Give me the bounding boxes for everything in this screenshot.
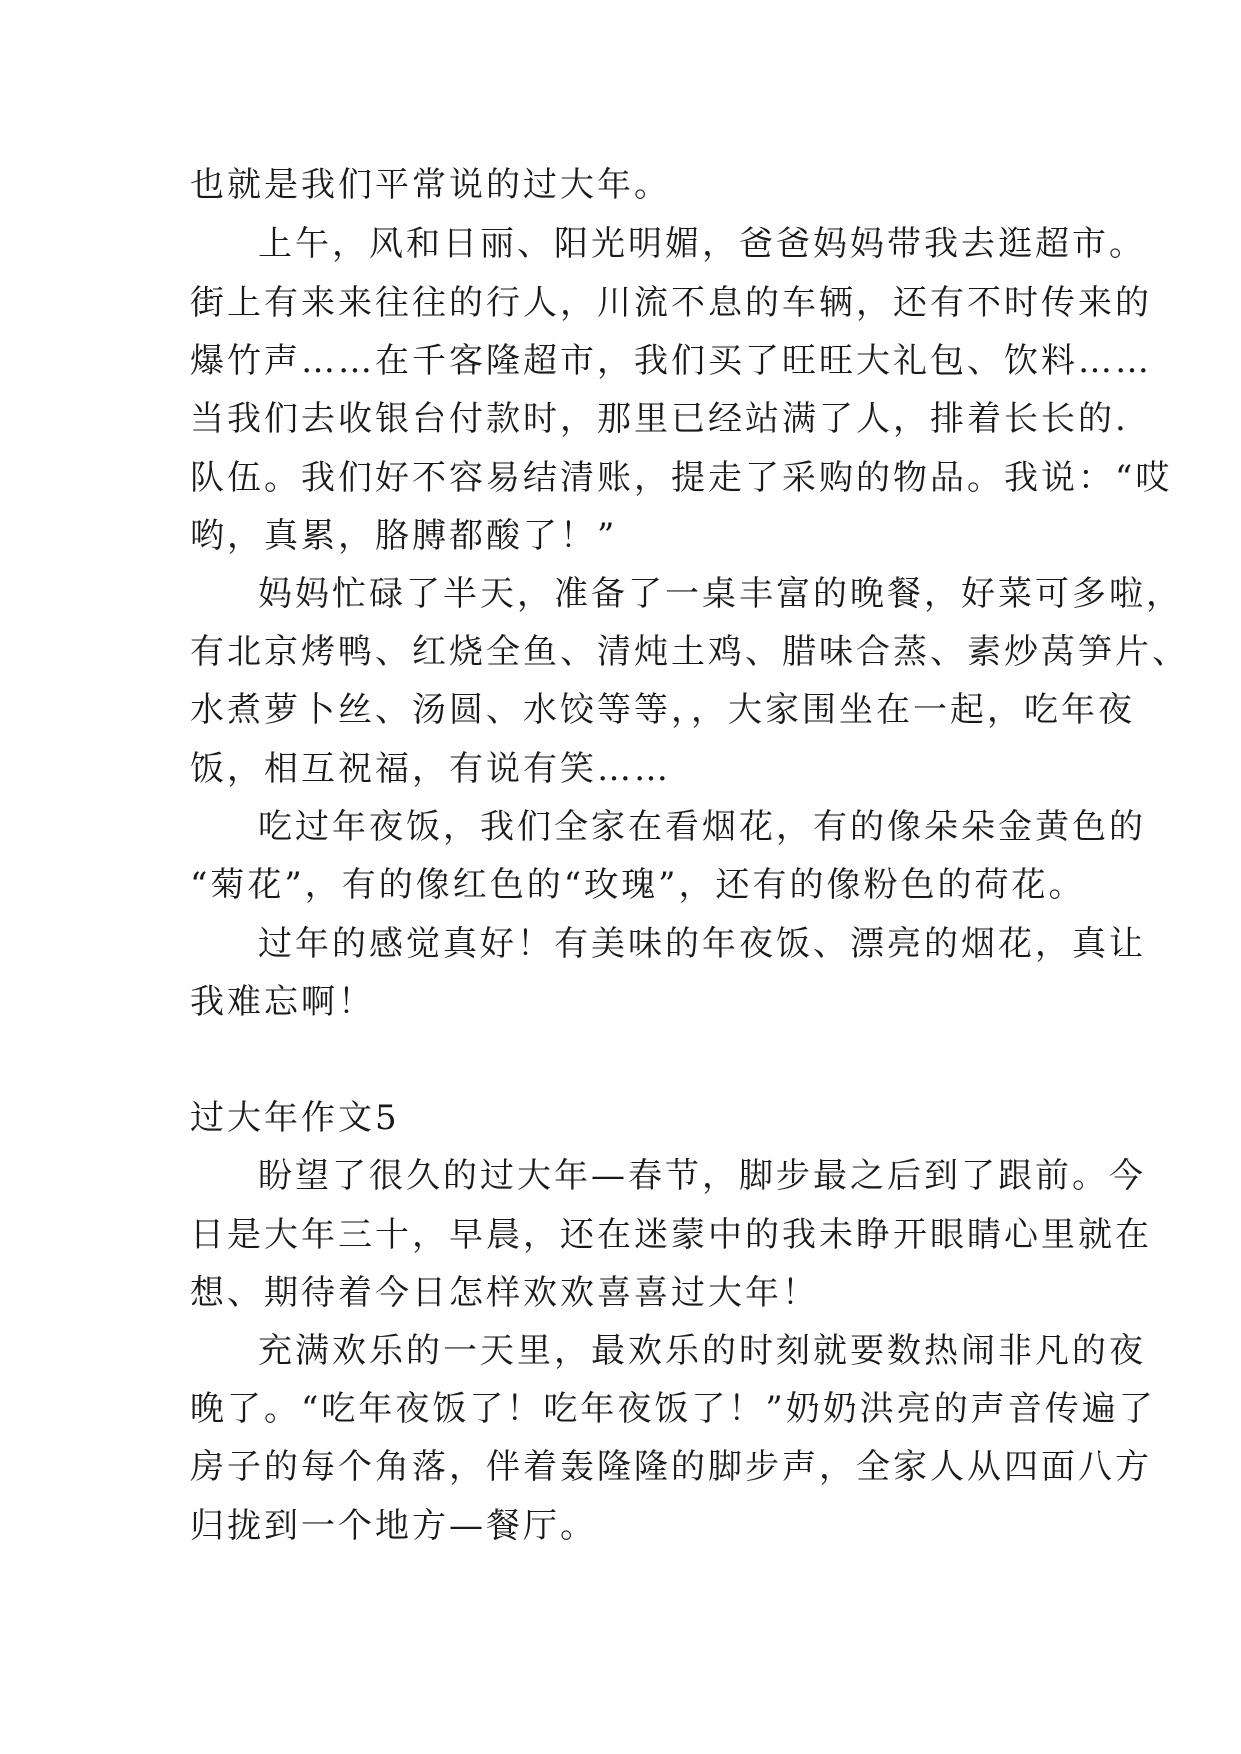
text-line: 房子的每个角落，伴着轰隆隆的脚步声，全家人从四面八方 — [190, 1447, 1152, 1487]
text-line: 晚了。“吃年夜饭了！吃年夜饭了！”奶奶洪亮的声音传遍了 — [190, 1389, 1156, 1429]
text-line: 当我们去收银台付款时，那里已经站满了人，排着长长的. — [190, 399, 1129, 439]
text-line: 归拢到一个地方—餐厅。 — [190, 1506, 597, 1546]
text-line: 想、期待着今日怎样欢欢喜喜过大年！ — [190, 1273, 819, 1313]
section-heading: 过大年作文5 — [190, 1098, 400, 1138]
text-line: 水煮萝卜丝、汤圆、水饺等等，，大家围坐在一起，吃年夜 — [190, 690, 1135, 730]
text-line: 哟，真累，胳膊都酸了！” — [190, 516, 618, 556]
paragraph-start: 充满欢乐的一天里，最欢乐的时刻就要数热闹非凡的夜 — [258, 1331, 1146, 1371]
paragraph-start: 盼望了很久的过大年—春节，脚步最之后到了跟前。今 — [258, 1156, 1146, 1196]
paragraph-start: 妈妈忙碌了半天，准备了一桌丰富的晚餐，好菜可多啦， — [258, 574, 1183, 614]
text-line: 队伍。我们好不容易结清账，提走了采购的物品。我说：“哎 — [190, 458, 1173, 498]
paragraph-start: 过年的感觉真好！有美味的年夜饭、漂亮的烟花，真让 — [258, 924, 1146, 964]
paragraph-start: 上午，风和日丽、阳光明媚，爸爸妈妈带我去逛超市。 — [258, 224, 1146, 264]
text-line: “菊花”，有的像红色的“玫瑰”，还有的像粉色的荷花。 — [190, 865, 1086, 905]
text-line: 有北京烤鸭、红烧全鱼、清炖土鸡、腊味合蒸、素炒莴笋片、 — [190, 632, 1189, 672]
text-line: 街上有来来往往的行人，川流不息的车辆，还有不时传来的 — [190, 283, 1152, 323]
text-line: 也就是我们平常说的过大年。 — [190, 165, 671, 205]
text-line: 我难忘啊！ — [190, 982, 375, 1022]
text-line: 日是大年三十，早晨，还在迷蒙中的我未睁开眼睛心里就在 — [190, 1215, 1152, 1255]
paragraph-start: 吃过年夜饭，我们全家在看烟花，有的像朵朵金黄色的 — [258, 807, 1146, 847]
text-line: 爆竹声……在千客隆超市，我们买了旺旺大礼包、饮料…… — [190, 341, 1152, 381]
text-line: 饭，相互祝福，有说有笑…… — [190, 749, 671, 789]
